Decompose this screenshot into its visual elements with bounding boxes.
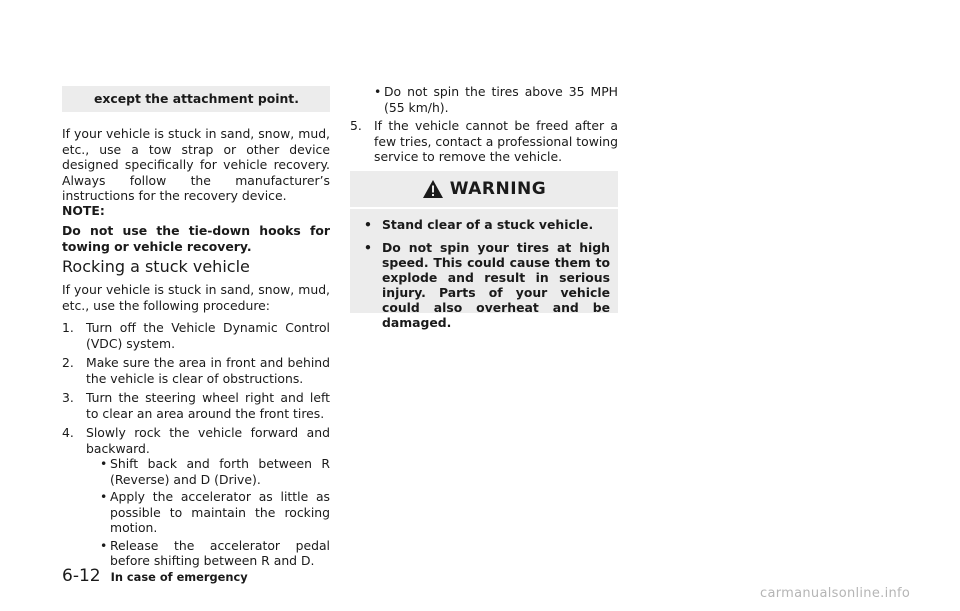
step-number: 5. — [350, 118, 362, 133]
step-number: 1. — [62, 320, 74, 335]
bullet-icon: • — [100, 456, 108, 471]
warning-title: WARNING — [449, 179, 547, 199]
step4-bullets-continued — [350, 84, 618, 117]
warning-box — [350, 171, 618, 330]
step-item — [62, 355, 330, 386]
procedure-steps — [62, 320, 330, 573]
bullet-icon: • — [100, 489, 108, 504]
watermark: carmanualsonline.info — [760, 586, 911, 601]
bullet-item: • Release the accelerator pedal before shifting between R and D. — [100, 537, 330, 568]
bullet-icon: • — [364, 217, 372, 232]
step-text: Turn off the Vehicle Dynamic Control (VDC) system. — [86, 320, 330, 351]
intro-paragraph: If your vehicle is stuck in sand, snow, mud, etc., use the following procedure: — [62, 282, 330, 313]
warning-item: • Do not spin your tires at high speed. This could cause them to explode and result in serious injury. Parts of your vehicle could also overheat and be damaged. — [364, 240, 610, 330]
step-text: Slowly rock the vehicle forward and backward. — [86, 425, 330, 456]
note-label: NOTE: — [62, 203, 105, 218]
warning-list — [364, 217, 610, 338]
warning-continuation: except the attachment point. — [62, 86, 330, 112]
bullet-icon: • — [364, 240, 372, 255]
step-text: Turn the steering wheel right and left to clear an area around the front tires. — [86, 390, 330, 421]
bullet-item: • Do not spin the tires above 35 MPH (55 km/h). — [374, 84, 618, 115]
bullet-icon: • — [374, 84, 382, 99]
step-text: Make sure the area in front and behind the vehicle is clear of obstructions. — [86, 355, 330, 386]
step-item — [62, 425, 330, 569]
page-number: 6-12 — [62, 566, 101, 586]
step-number: 4. — [62, 425, 74, 440]
warning-triangle-icon — [422, 179, 444, 199]
bullet-item: • Shift back and forth between R (Reverse) and D (Drive). — [100, 456, 330, 487]
step-item — [350, 118, 618, 169]
bullet-icon: • — [100, 537, 108, 553]
step-number: 2. — [62, 355, 74, 370]
footer-section-title: In case of emergency — [110, 570, 248, 584]
note-text: Do not use the tie-down hooks for towing or vehicle recovery. — [62, 223, 330, 254]
step-item — [62, 390, 330, 421]
section-heading: Rocking a stuck vehicle — [62, 257, 250, 276]
warning-divider — [350, 207, 618, 209]
warning-header — [350, 171, 618, 207]
step-number: 3. — [62, 390, 74, 405]
bullet-item: • Apply the accelerator as little as possible to maintain the rocking motion. — [100, 489, 330, 535]
step4-bullets — [86, 456, 330, 569]
step-item — [62, 320, 330, 351]
warning-item: • Stand clear of a stuck vehicle. — [364, 217, 594, 232]
page-footer — [62, 566, 248, 586]
step-text: If the vehicle cannot be freed after a few tries, contact a professional towing service to remove the vehicle. — [374, 118, 618, 164]
recovery-paragraph: If your vehicle is stuck in sand, snow, mud, etc., use a tow strap or other device designed specifically for vehicle recovery. Always follow the manufacturer’s instructions for the recovery device. — [62, 126, 330, 203]
